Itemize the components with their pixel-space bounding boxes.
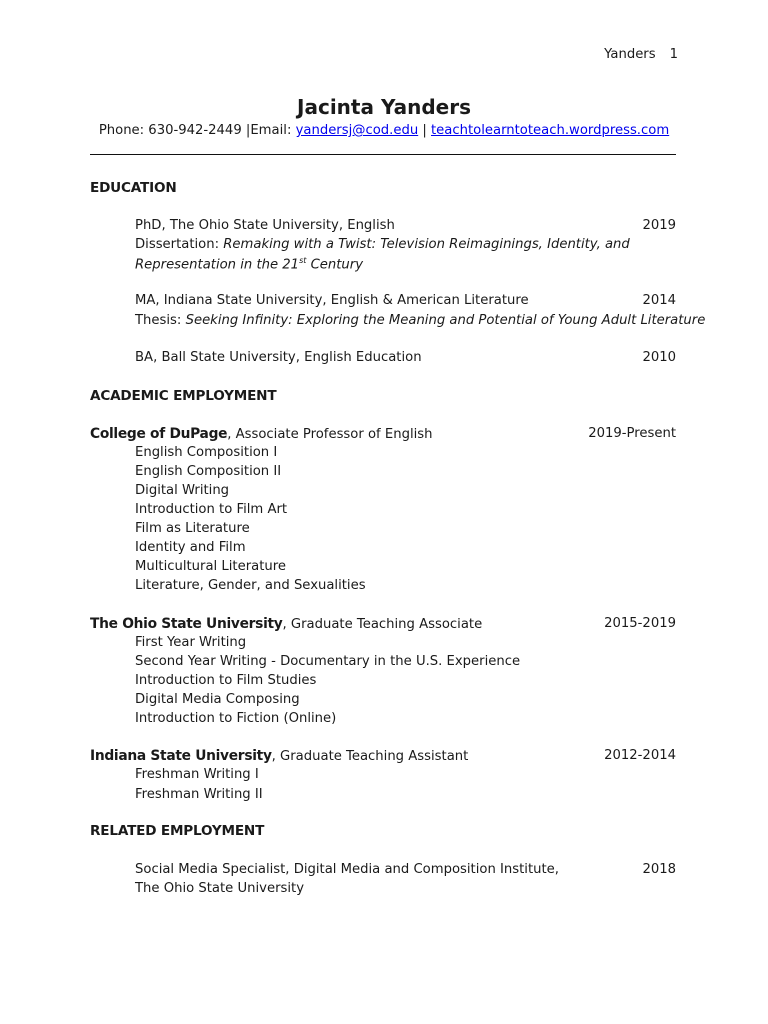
job-role: , Graduate Teaching Associate [282, 617, 483, 632]
course-item: Second Year Writing - Documentary in the U.S. Experience [135, 654, 521, 669]
course-item: English Composition II [135, 464, 282, 479]
dissertation-title-end: Century [306, 257, 364, 273]
page-number: 1 [669, 47, 678, 62]
job-organization: The Ohio State University [90, 616, 283, 632]
website-link[interactable]: teachtolearntoteach.wordpress.com [431, 123, 670, 138]
contact-line [0, 123, 768, 138]
phone-text: Phone: 630-942-2449 [98, 123, 242, 138]
education-phd-degree: PhD, The Ohio State University, English [135, 218, 395, 233]
job-role: , Graduate Teaching Assistant [271, 749, 469, 764]
course-item: Freshman Writing II [135, 787, 263, 802]
education-ba-year: 2010 [642, 350, 676, 365]
job-years: 2015-2019 [604, 616, 676, 631]
education-phd-dissertation-line1 [135, 237, 630, 252]
education-ma-degree: MA, Indiana State University, English & American Literature [135, 293, 529, 308]
contact-separator: |Email: [241, 123, 296, 138]
job-organization: College of DuPage [90, 426, 228, 442]
course-item: Digital Media Composing [135, 692, 300, 707]
course-item: Introduction to Fiction (Online) [135, 711, 337, 726]
dissertation-title-cont: Representation in the 21 [135, 257, 300, 273]
section-title-related-employment: RELATED EMPLOYMENT [90, 823, 265, 839]
job-heading [90, 426, 433, 442]
related-job-line1: Social Media Specialist, Digital Media and Composition Institute, [135, 862, 559, 877]
related-job-year: 2018 [642, 862, 676, 877]
job-years: 2012-2014 [604, 748, 676, 763]
course-item: Freshman Writing I [135, 767, 259, 782]
course-item: First Year Writing [135, 635, 247, 650]
section-title-academic-employment: ACADEMIC EMPLOYMENT [90, 388, 277, 404]
running-header [604, 47, 678, 62]
email-link[interactable]: yandersj@cod.edu [295, 123, 419, 138]
running-header-name: Yanders [604, 47, 656, 62]
thesis-label: Thesis: [135, 313, 186, 328]
related-job-line2: The Ohio State University [135, 881, 305, 896]
header-divider [90, 154, 676, 155]
course-item: Identity and Film [135, 540, 246, 555]
course-item: Introduction to Film Art [135, 502, 288, 517]
dissertation-title: Remaking with a Twist: Television Reimaginings, Identity, and [223, 237, 630, 252]
education-phd-year: 2019 [642, 218, 676, 233]
education-ma-thesis [135, 313, 705, 328]
job-role: , Associate Professor of English [227, 427, 433, 442]
education-ba-degree: BA, Ball State University, English Education [135, 350, 422, 365]
course-item: Digital Writing [135, 483, 230, 498]
course-item: Film as Literature [135, 521, 250, 536]
education-ma-year: 2014 [642, 293, 676, 308]
job-heading [90, 616, 482, 632]
section-title-education: EDUCATION [90, 180, 177, 196]
thesis-title: Seeking Infinity: Exploring the Meaning and Potential of Young Adult Literature [185, 313, 706, 328]
course-item: Introduction to Film Studies [135, 673, 317, 688]
course-item: Literature, Gender, and Sexualities [135, 578, 366, 593]
course-item: English Composition I [135, 445, 278, 460]
job-organization: Indiana State University [90, 748, 272, 764]
dissertation-label: Dissertation: [135, 237, 224, 252]
ordinal-suffix: st [299, 256, 307, 265]
contact-separator: | [418, 123, 432, 138]
course-item: Multicultural Literature [135, 559, 286, 574]
job-years: 2019-Present [588, 426, 676, 441]
job-heading [90, 748, 468, 764]
resume-name: Jacinta Yanders [297, 95, 471, 119]
education-phd-dissertation-line2 [135, 256, 363, 272]
